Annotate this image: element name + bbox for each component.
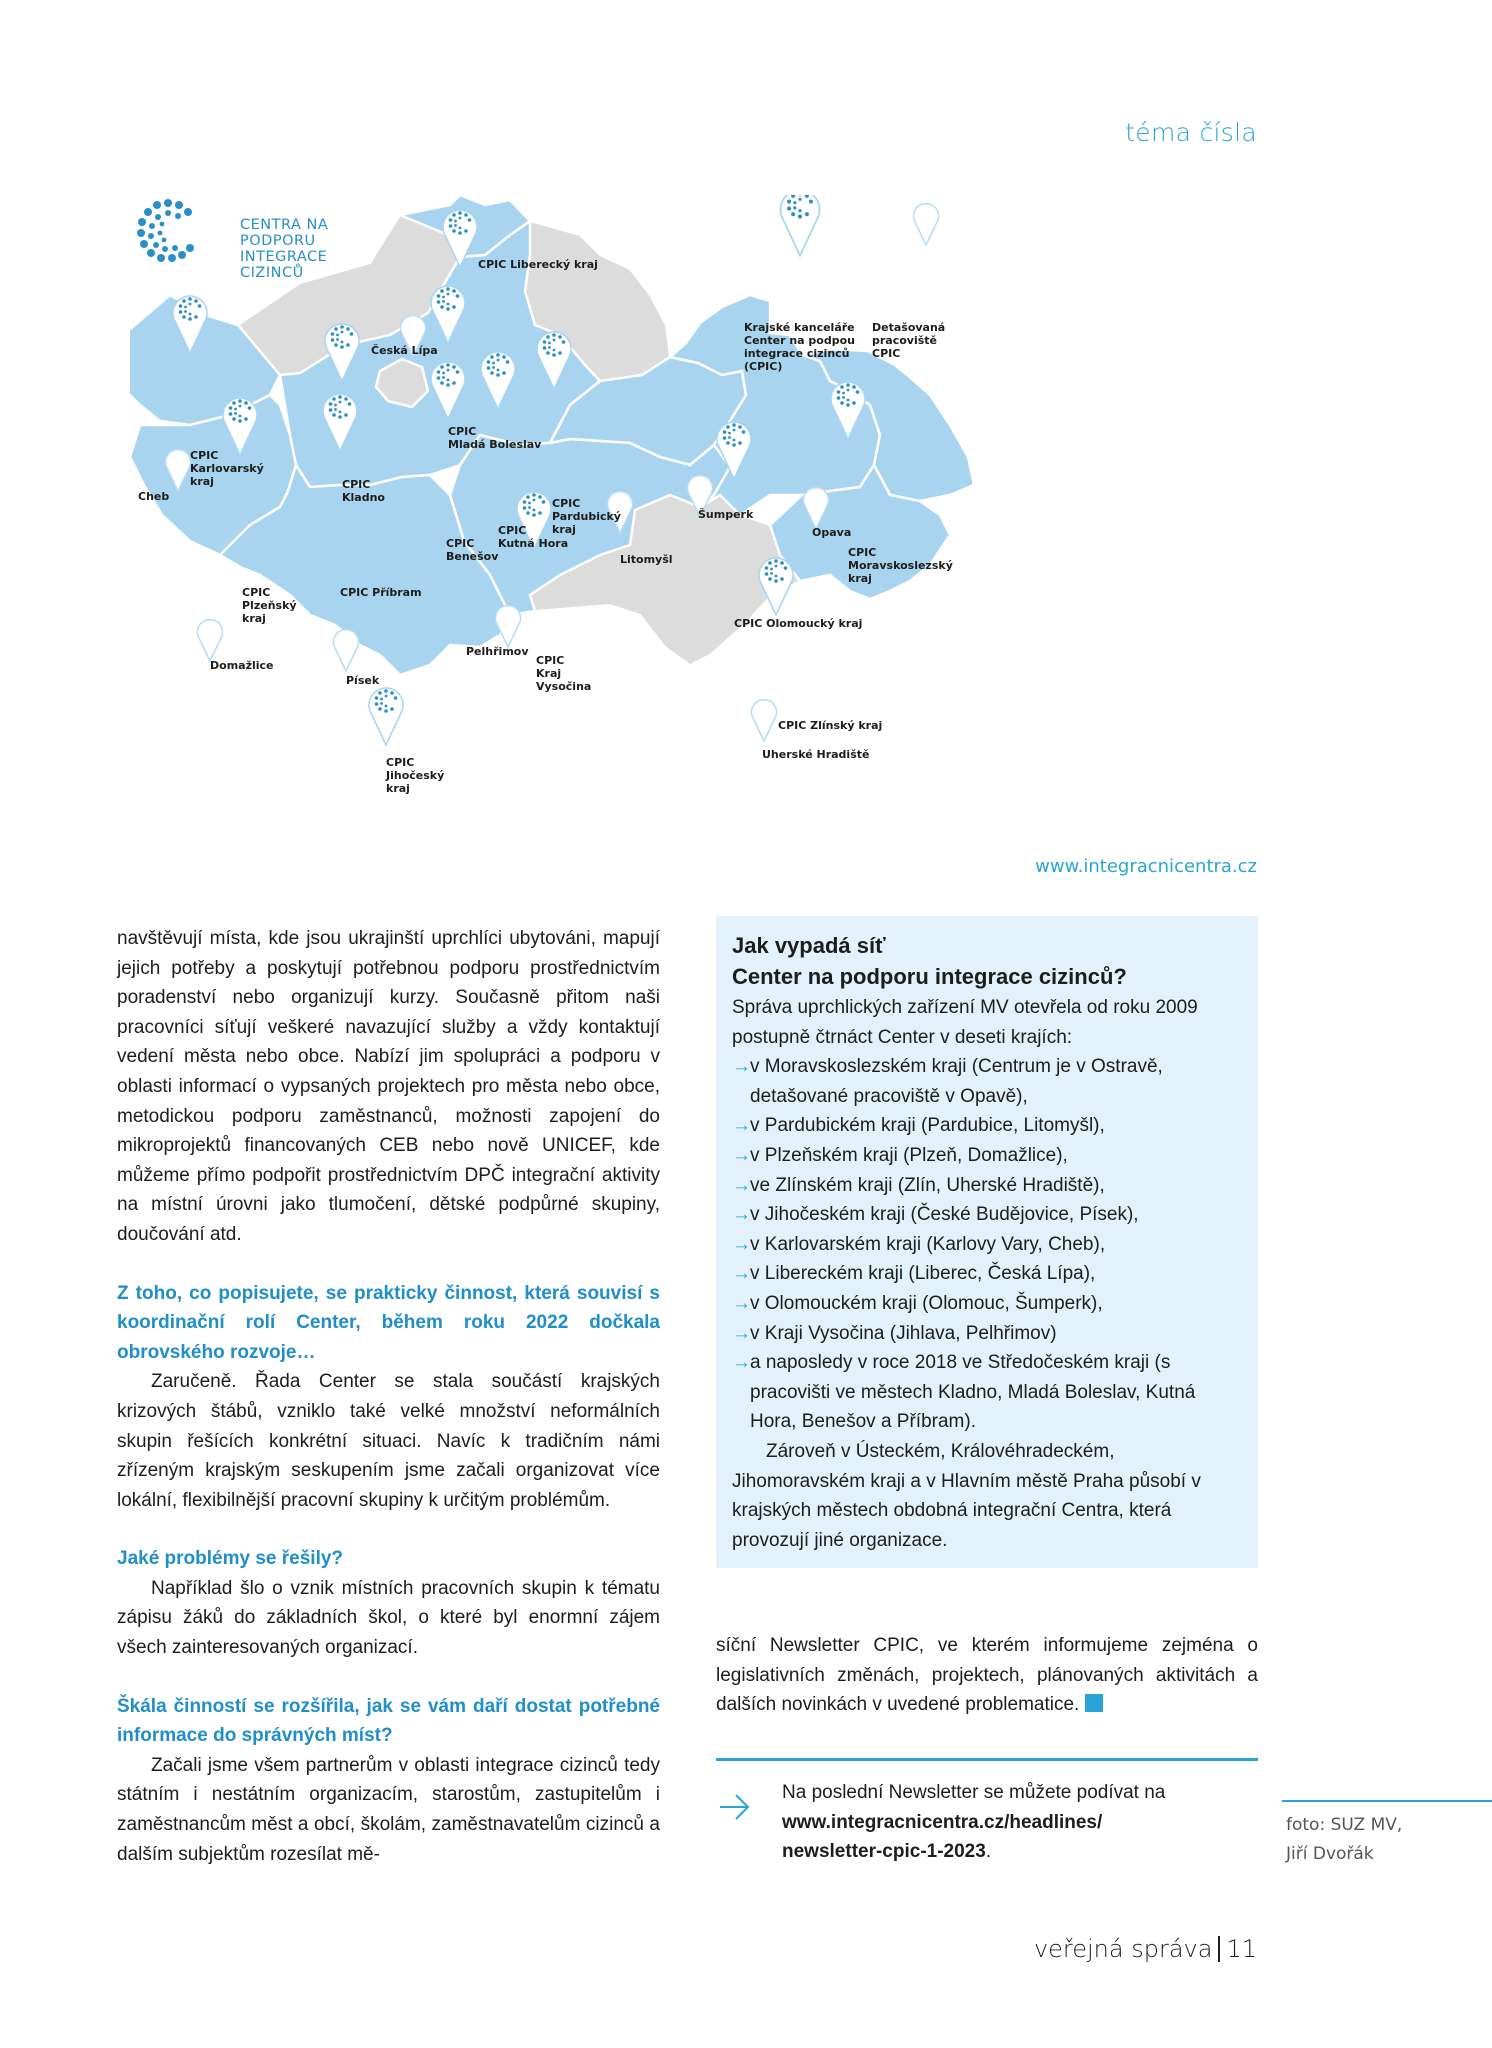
box-intro: Správa uprchlických zařízení MV otevřela od roku 2009 postupně čtrnáct Center v deseti krajích: [732, 997, 1198, 1048]
list-item: → v Plzeňském kraji (Plzeň, Domažlice), [732, 1141, 1242, 1171]
box-title-line-2: Center na podporu integrace cizinců? [732, 964, 1127, 989]
label-karlovarsky-3: kraj [190, 475, 214, 488]
label-pardubicky-3: kraj [552, 523, 576, 536]
answer-3: Začali jsme všem partnerům v oblasti integrace cizinců tedy státním i nestátním organizacím, starostům, zastupitelům i zaměstnancům měst a obcí, školám, zaměstnavatelům cizinců a dalším subjektům rozesílat mě- [117, 1754, 660, 1865]
label-uherske-hradiste: Uherské Hradiště [762, 748, 870, 761]
list-item: → ve Zlínském kraji (Zlín, Uherské Hradiště), [732, 1171, 1242, 1201]
pin-pelhrimov-icon [496, 606, 521, 647]
brand-line-3: INTEGRACE [240, 249, 328, 265]
list-item: → v Olomouckém kraji (Olomouc, Šumperk), [732, 1289, 1242, 1319]
label-moravskoslezsky-2: Moravskoslezský [848, 559, 953, 572]
arrow-icon: → [732, 1322, 751, 1344]
map-svg [130, 195, 1270, 885]
label-pribram: CPIC Příbram [340, 586, 422, 599]
label-pisek: Písek [346, 674, 380, 687]
question-1: Z toho, co popisujete, se prakticky činnost, která souvisí s koordinační rolí Center, během roku 2022 dočkala obrovského rozvoje… [117, 1282, 660, 1363]
cpic-network-map [130, 195, 1270, 885]
right-column [716, 1631, 1258, 1720]
info-box [716, 916, 1258, 1568]
question-2: Jaké problémy se řešily? [117, 1548, 344, 1570]
label-plzensky-1: CPIC [242, 586, 271, 599]
answer-1: Zaručeně. Řada Center se stala součástí krajských krizových štábů, vzniklo také velké množství neformálních skupin řešících konkrétní situaci. Navíc k tradičním námi zřízeným krajským seskupením jsme začali organizovat více lokální, flexibilnější pracovní skupiny k určitým problémům. [117, 1371, 660, 1511]
arrow-icon: → [732, 1263, 751, 1285]
section-tag: téma čísla [1125, 118, 1257, 147]
brand-line-2: PODPORU [240, 233, 316, 249]
legend-branch-line-3: CPIC [872, 347, 901, 360]
label-zlinsky: CPIC Zlínský kraj [778, 719, 883, 732]
magazine-name: veřejná správa [1033, 1935, 1213, 1963]
map-source-url[interactable]: www.integracnicentra.cz [1035, 856, 1257, 877]
arrow-icon: → [732, 1352, 751, 1374]
end-mark-icon [1085, 1694, 1103, 1712]
paragraph-1: navštěvují místa, kde jsou ukrajinští uprchlíci ubytováni, mapují jejich potřeby a poskytují potřebnou podporu prostřednictvím poradenství nebo organizují kurzy. Současně přitom naši pracovníci síťují veškeré navazující služby a vždy kontaktují vedení města nebo obce. Nabízí jim spolupráci a podporu v oblasti informací o vypsaných projektech pro města nebo obce, metodickou podporu zaměstnanců, možnosti zapojení do mikroprojektů financovaných CEB nebo nově UNICEF, kde můžeme přímo podpořit prostřednictvím DPČ integrační aktivity na místní úrovni jako tlumočení, dětské podpůrné skupiny, doučování atd. [117, 928, 660, 1245]
newsletter-link[interactable]: www.integracnicentra.cz/headlines/ newsletter-cpic-1-2023 [782, 1811, 1103, 1863]
legend [744, 195, 945, 373]
label-ceska-lipa: Česká Lípa [371, 344, 438, 357]
left-column [117, 924, 660, 1869]
question-3: Škála činností se rozšířila, jak se vám daří dostat potřebné informace do správných míst? [117, 1695, 660, 1747]
arrow-icon: → [732, 1233, 751, 1255]
brand-line-4: CIZINCŮ [240, 265, 304, 281]
label-jihocesky-1: CPIC [386, 756, 415, 769]
list-item: → v Moravskoslezském kraji (Centrum je v Ostravě, detašované pracoviště v Opavě), [732, 1052, 1242, 1111]
label-mlada-boleslav-1: CPIC [448, 425, 477, 438]
label-moravskoslezsky-3: kraj [848, 572, 872, 585]
list-item: → a naposledy v roce 2018 ve Středočeském kraji (s pracovišti ve městech Kladno, Mladá Boleslav, Kutná Hora, Benešov a Příbram). [732, 1348, 1242, 1437]
arrow-icon: → [732, 1115, 751, 1137]
label-vysocina-3: Vysočina [536, 680, 592, 693]
label-cheb: Cheb [138, 490, 170, 503]
label-jihocesky-3: kraj [386, 782, 410, 795]
label-kladno-2: Kladno [342, 491, 385, 504]
arrow-icon: → [732, 1174, 751, 1196]
list-item: → v Kraji Vysočina (Jihlava, Pelhřimov) [732, 1319, 1242, 1349]
pin-domazlice-icon [198, 620, 223, 661]
legend-regional-line-3: integrace cizinců [744, 347, 850, 360]
label-pardubicky-2: Pardubický [552, 510, 621, 523]
photo-credit: foto: SUZ MV, Jiří Dvořák [1286, 1815, 1403, 1864]
pin-pisek-icon [334, 630, 359, 671]
list-item: → v Pardubickém kraji (Pardubice, Litomyšl), [732, 1111, 1242, 1141]
newsletter-note [716, 1778, 1258, 1867]
page-number: 11 [1226, 1935, 1257, 1963]
label-jihocesky-2: Jihočeský [386, 769, 445, 782]
note-text: Na poslední Newsletter se můžete podívat na www.integracnicentra.cz/headlines/ newsletter-cpic-1-2023. [782, 1782, 1166, 1863]
pin-jihocesky-icon [369, 688, 403, 745]
pin-uherske-hradiste-icon [752, 700, 777, 741]
label-mlada-boleslav-2: Mladá Boleslav [448, 438, 542, 451]
label-pelhrimov: Pelhřimov [466, 645, 529, 658]
label-liberecky: CPIC Liberecký kraj [478, 258, 598, 271]
legend-regional-line-2: Center na podpou [744, 334, 855, 347]
label-opava: Opava [812, 526, 852, 539]
label-moravskoslezsky-1: CPIC [848, 546, 877, 559]
list-item: → v Jihočeském kraji (České Budějovice, Písek), [732, 1200, 1242, 1230]
box-outro: Zároveň v Ústeckém, Královéhradeckém, Jihomoravském kraji a v Hlavním městě Praha působí v krajských městech obdobná integrační Centra, která provozují jiné organizace. [732, 1440, 1201, 1551]
pin-zlinsky-icon [759, 558, 793, 615]
label-kladno-1: CPIC [342, 478, 371, 491]
list-item: → v Karlovarském kraji (Karlovy Vary, Cheb), [732, 1230, 1242, 1260]
label-domazlice: Domažlice [210, 659, 274, 672]
legend-branch-pin-icon [914, 204, 939, 245]
box-title-line-1: Jak vypadá síť [732, 933, 886, 958]
label-kutna-hora-2: Kutná Hora [498, 537, 569, 550]
label-vysocina-1: CPIC [536, 654, 565, 667]
legend-regional-line-1: Krajské kanceláře [744, 321, 855, 334]
label-plzensky-2: Plzeňský [242, 599, 297, 612]
arrow-icon: → [732, 1292, 751, 1314]
legend-branch-line-1: Detašovaná [872, 321, 946, 334]
legend-regional-line-4: (CPIC) [744, 360, 783, 373]
label-plzensky-3: kraj [242, 612, 266, 625]
footer-separator [1218, 1936, 1220, 1962]
arrow-icon: → [732, 1056, 751, 1078]
arrow-icon: → [732, 1144, 751, 1166]
label-pardubicky-1: CPIC [552, 497, 581, 510]
right-arrow-icon [718, 1792, 752, 1822]
box-list [732, 1052, 1242, 1437]
arrow-icon: → [732, 1204, 751, 1226]
list-item: → v Libereckém kraji (Liberec, Česká Lípa), [732, 1259, 1242, 1289]
right-paragraph: síční Newsletter CPIC, ve kterém informujeme zejména o legislativních změnách, projektech, plánovaných aktivitách a dalších novinkách v uvedené problematice. [716, 1635, 1258, 1716]
label-olomoucky: CPIC Olomoucký kraj [734, 617, 863, 630]
label-kutna-hora-1: CPIC [498, 524, 527, 537]
cpic-logo [137, 199, 194, 262]
note-divider [716, 1758, 1258, 1761]
legend-branch-line-2: pracoviště [872, 334, 938, 347]
brand-line-1: CENTRA NA [240, 217, 329, 233]
label-litomysl: Litomyšl [620, 553, 673, 566]
label-vysocina-2: Kraj [536, 667, 562, 680]
credit-divider [1282, 1800, 1492, 1802]
label-sumperk: Šumperk [698, 508, 754, 521]
label-karlovarsky-2: Karlovarský [190, 462, 264, 475]
page-footer [1034, 1935, 1257, 1963]
box-title [732, 930, 1242, 992]
answer-2: Například šlo o vznik místních pracovních skupin k tématu zápisu žáků do základních škol, o které byl enormní zájem všech zainteresovaných organizací. [117, 1577, 660, 1659]
legend-regional-pin-icon [780, 195, 819, 256]
label-benesov-1: CPIC [446, 537, 475, 550]
label-benesov-2: Benešov [446, 550, 499, 563]
label-karlovarsky-1: CPIC [190, 449, 219, 462]
